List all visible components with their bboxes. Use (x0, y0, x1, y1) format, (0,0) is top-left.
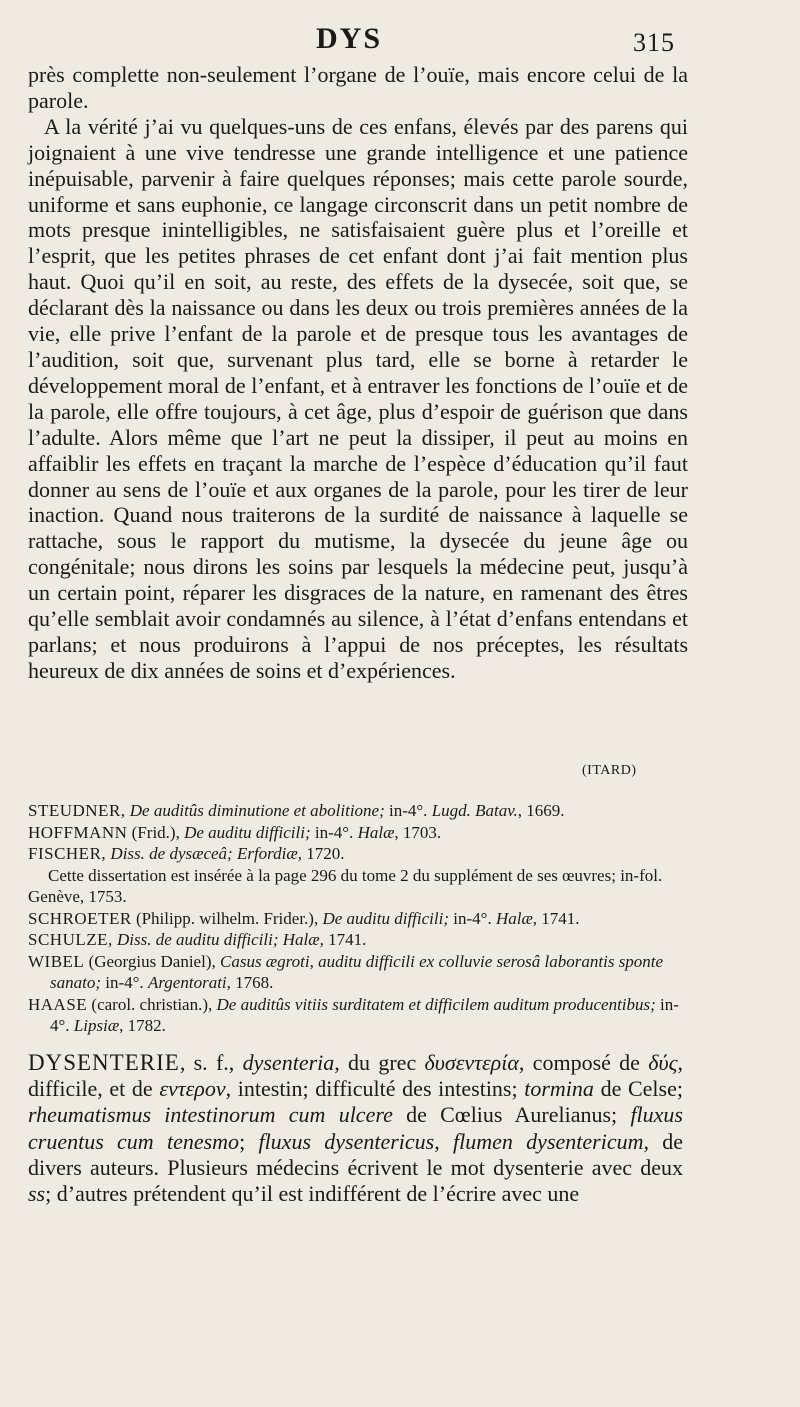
bibliography-entry: WIBEL (Georgius Daniel), Casus ægroti, auditu difficili ex colluvie serosâ laborantis sponte sanato; in-4°. Argentorati, 1768. (28, 951, 664, 992)
running-head: DYS (316, 22, 383, 55)
paragraph: A la vérité j’ai vu quelques-uns de ces enfans, élevés par des parens qui joignaient à une vive tendresse une grande intelligence et une patience inépuisable, parvenir à faire quelques réponses; mais cette parole sourde, uniforme et sans euphonie, ce langage circonscrit dans un petit nombre de mots presque inintelligibles, ne satisfaisaient guère plus et l’oreille et l’esprit, que les petites phrases de cet enfant dont j’ai fait mention plus haut. Quoi qu’il en soit, au reste, des effets de la dysecée, soit que, se déclarant dès la naissance ou dans les deux ou trois premières années de la vie, elle prive l’enfant de la parole et de presque tous les avantages de l’audition, soit que, survenant plus tard, elle se borne à retarder le développement moral de l’enfant, et à entraver les fonctions de l’ouïe et de la parole, elle offre toujours, à cet âge, plus d’espoir de guérison que dans l’adulte. Alors même que l’art ne peut la dissiper, il peut au moins en affaiblir les effets en traçant la marche de l’espèce d’éducation qu’il faut donner au sens de l’ouïe et aux organes de la parole, pour les tirer de leur inaction. Quand nous traiterons de la surdité de naissance à laquelle se rattache, sous le rapport du mutisme, la dysecée du jeune âge ou congénitale; nous dirons les soins par lesquels la médecine peut, jusqu’à un certain point, réparer les disgraces de la nature, en ramenant des êtres qu’elle semblait avoir condamnés au silence, à l’état d’enfans entendans et parlans; et nous produirons à l’appui de nos préceptes, les résultats heureux de dix années de soins et d’expériences. (28, 113, 688, 683)
author-signature: (ITARD) (582, 763, 637, 778)
article-body (28, 62, 688, 684)
page-number: 315 (633, 28, 675, 57)
bibliography-entry: SCHROETER (Philipp. wilhelm. Frider.), De auditu difficili; in-4°. Halæ, 1741. (28, 908, 580, 928)
bibliography-entry: HOFFMANN (Frid.), De auditu difficili; in-4°. Halæ, 1703. (28, 822, 442, 842)
paragraph: près complette non-seulement l’organe de l’ouïe, mais encore celui de la parole. (28, 62, 688, 113)
greek-term: εντερον (159, 1076, 226, 1102)
greek-term: δυσεντερία (424, 1050, 519, 1075)
bibliography-entry: STEUDNER, De auditûs diminutione et abolitione; in-4°. Lugd. Batav., 1669. (28, 801, 565, 820)
bibliography-note: Cette dissertation est insérée à la page 296 du tome 2 du supplément de ses œuvres; in-fol. Genève, 1753. (28, 865, 663, 906)
bibliography-entry: FISCHER, Diss. de dysæceâ; Erfordiæ, 1720. (28, 844, 345, 863)
bibliography (28, 800, 683, 1037)
entry-headword: DYSENTERIE (28, 1050, 180, 1075)
greek-term: δύς (648, 1050, 678, 1075)
dictionary-entry: DYSENTERIE, s. f., dysenteria, du grec δυσεντερία, composé de δύς, difficile, et de εντερον, intestin; difficulté des intestins; tormina de Celse; rheumatismus intestinorum cum ulcere de Cœlius Aurelianus; fluxus cruentus cum tenesmo; fluxus dysentericus, flumen dysentericum, de divers auteurs. Plusieurs médecins écrivent le mot dysenterie avec deux ss; d’autres prétendent qu’il est indifférent de l’écrire avec une (28, 1050, 684, 1207)
page-header (0, 20, 800, 60)
bibliography-entry: SCHULZE, Diss. de auditu difficili; Halæ, 1741. (28, 930, 367, 949)
bibliography-entry: HAASE (carol. christian.), De auditûs vitiis surditatem et difficilem auditum producentibus; in-4°. Lipsiæ, 1782. (28, 994, 679, 1035)
